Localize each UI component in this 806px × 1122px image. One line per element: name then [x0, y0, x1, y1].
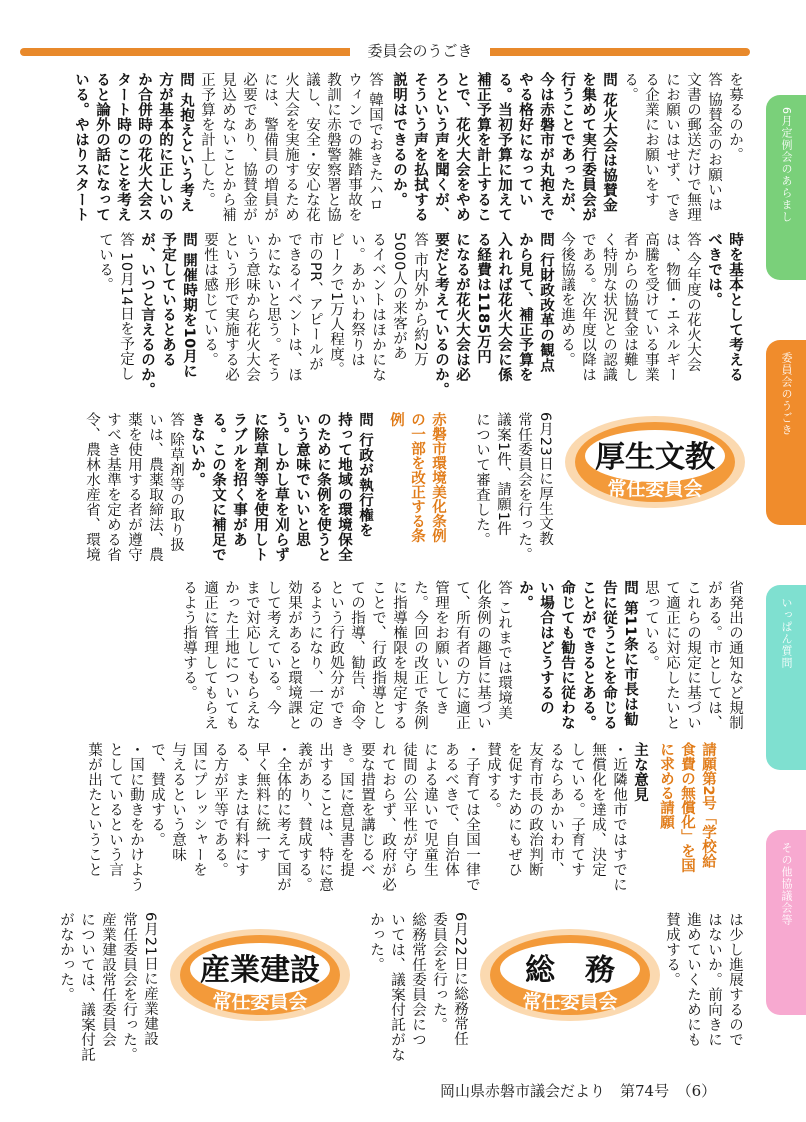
hanabi-qa-top-left: 答 韓国でおきたハロ ウィンでの雑踏事故を 教訓に赤磐警察署と協 議し、安全・安心な花 火大会を実施するため には、警備員の増員が 必要であり、協賛金が 見込めないことから補 正予算を計上した。 問 丸抱えという考え 方が基本的に正しいの か合併時の花火大会ス タート時のことを考え ると論外の話になって いる。やはりスタート: [73, 72, 383, 222]
sangyo-intro: 6月21日に産業建設 常任委員会を行った。 産業建設常任委員会 については、議案付託 がなかった。: [58, 912, 158, 1062]
somu-committee-badge: 総 務 常任委員会: [475, 925, 665, 1025]
ordinance-qa-continued: 省発出の通知など規制 がある。市としては、 これらの規定に基づい て適正に対応したいと 思っている。 問 第11条に市長は勧 告に従うことを命じる ことができるとある。 命じても勧告に従わな い場合はどうするのか。 答 これまでは環境美 化条例の趣旨に基づい て、所有者の方に適正 管理をお願いしてき た。今回の改正で条例 に指導権限を規定する ことで、行政指導とし ての指導、勧告、命令 という行政処分ができ るようになり、一定の 効果があると環境課と して考えている。今 まで対応してもらえな かった土地についても 適正に管理してもらえ るよう指導する。: [181, 580, 743, 730]
section-title: 委員会のうごき: [350, 38, 490, 64]
hanabi-qa-top-right: を募るのか。 答 協賛金のお願いは 文書の郵送だけで無理 にお願いはせず、でき る企業にお願いをする。 問 花火大会は協賛金 を集めて実行委員会が 行うことであったが、 今は赤磐市が丸抱えで やる格好になってい る。当初予算に加えて 補正予算を計上するこ とで、花火大会をやめ ろという声を聞くが、 そういう声を払拭する 説明はできるのか。: [391, 72, 743, 222]
somu-intro: 6月22日に総務常任 委員会を行った。 総務常任委員会につ いては、議案付託がな かった。: [368, 912, 468, 1062]
page-footer: 岡山県赤磐市議会だより 第74号 （6）: [440, 1082, 717, 1100]
kosei-bunkyo-committee-badge: 厚生文教 常任委員会: [560, 412, 750, 512]
petition-heading: 請願第2号「学校給 食費の無償化」を国 に求める請願: [658, 742, 716, 873]
section-header: [20, 38, 750, 68]
tab-general-questions[interactable]: いっぱん質問: [766, 585, 806, 770]
tab-committee-activities[interactable]: 委員会のうごき: [766, 340, 806, 525]
petition-opinions-continued: は少し進展するので はないか。前向きに 進めていくためにも 賛成する。: [664, 912, 743, 1047]
ordinance-heading: 赤磐市環境美化条例 の一部を改正する条 例: [388, 412, 446, 543]
hanabi-qa-middle: 時を基本として考える べきでは。 答 今年度の花火大会 は、物価・エネルギー 高騰を受けている事業 者からの協賛金は難し く特別な状況との認識 である。次年度以降は 今後協議を進める。 問 行財政改革の観点 から見て、補正予算を 入れれば花火大会に係 る経費は1185万円 になるが花火大会は必 要だと考えているのか。 答 市内外から約2万 5000人の来客があ るイベントはほかにな い。あかいわ祭りは ピークで1万人程度。 市のPR、アピールが できるイベントは、ほ かにないと思う。そう いう意味から花火大会 という形で実施する必 要性は感じている。 問 開催時期を10月に 予定しているとある が、いつと言えるのか。 答 10月14日を予定し ている。: [97, 232, 743, 397]
kosei-intro: 6月23日に厚生文教 常任委員会を行った。 議案1件、請願1件 について審査した。: [474, 412, 553, 562]
sangyo-kensetsu-committee-badge: 産業建設 常任委員会: [165, 925, 355, 1025]
petition-opinions: 主な意見 ・近隣他市ではすでに 無償化を達成、決定 している。子育てす るならあかいわ市、 友育市長の政治判断 を促すためにもぜひ 賛成する。 ・子育ては全国一律で あるべきで、自治体 による違いで児童生 徒間の公平性が守ら れておらず、政府が必 要な措置を講じるべ き。国に意見書を提 出することは、特に意 義があり、賛成する。 ・全体的に考えて国が 早く無料に統一す る、または有料にす る方が平等である。 国にプレッシャーを 与えるという意味 で、賛成する。 ・国に動きをかけよう としているという言 葉が出たということ: [86, 742, 648, 892]
ordinance-qa: 問 行政が執行権を 持って地域の環境保全 のために条例を使うと いう意味でいいと思 う。しかし草を刈らず に除草剤等を使用しト ラブルを招く事があ る。この条文に補足で きないか。 答 除草剤等の取り扱 いは、農薬取締法、農 薬を使用する者が遵守 すべき基準を定める省 令、農林水産省、環境: [84, 412, 373, 562]
tab-june-session-summary[interactable]: 6月定例会のあらまし: [766, 95, 806, 280]
tab-other-councils[interactable]: その他協議会等: [766, 830, 806, 1015]
